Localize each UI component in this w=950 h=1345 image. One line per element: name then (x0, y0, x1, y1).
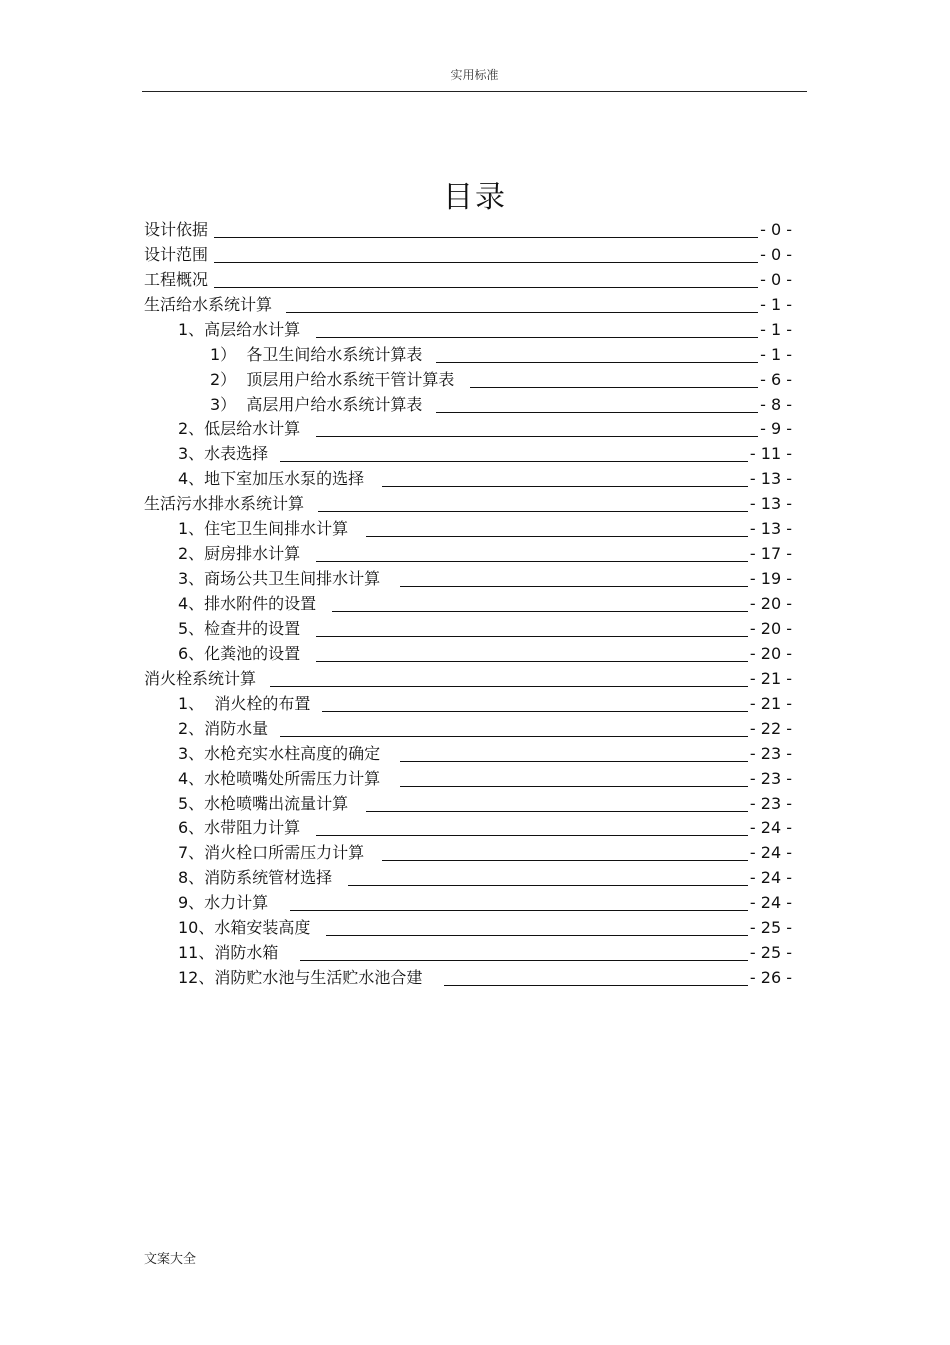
toc-entry[interactable] (144, 516, 792, 541)
toc-entry-label: 6、水带阻力计算 (178, 818, 301, 838)
toc-entry-label: 12、消防贮水池与生活贮水池合建 (178, 968, 423, 988)
toc-entry-page: - 20 - (749, 618, 792, 638)
toc-leader-line (280, 735, 748, 737)
toc-leader-line (436, 411, 758, 413)
toc-leader-line (270, 685, 748, 687)
toc-leader-line (290, 909, 748, 911)
toc-entry-label: 9、水力计算 (178, 893, 269, 913)
toc-entry[interactable] (144, 691, 792, 716)
toc-leader-line (214, 261, 758, 263)
toc-entry-label: 11、消防水箱 (178, 943, 279, 963)
page-header: 实用标准 (450, 68, 499, 82)
toc-entry-label: 7、消火栓口所需压力计算 (178, 843, 365, 863)
toc-entry[interactable] (144, 242, 792, 267)
toc-leader-line (382, 859, 748, 861)
toc-title: 目录 (443, 180, 507, 215)
toc-leader-line (332, 610, 748, 612)
toc-entry-page: - 0 - (760, 219, 792, 239)
toc-entry-label: 3、商场公共卫生间排水计算 (178, 569, 381, 589)
toc-entry-page: - 9 - (760, 419, 792, 439)
toc-leader-line (316, 435, 758, 437)
toc-entry-label: 1、 消火栓的布置 (178, 693, 311, 713)
toc-leader-line (400, 585, 748, 587)
toc-entry[interactable] (144, 666, 792, 691)
toc-entry[interactable] (144, 616, 792, 641)
toc-entry-label: 设计范围 (144, 244, 209, 264)
toc-leader-line (436, 361, 758, 363)
header-divider (142, 91, 807, 92)
toc-leader-line (316, 336, 758, 338)
toc-leader-line (326, 934, 748, 936)
toc-entry-label: 1、高层给水计算 (178, 319, 301, 339)
toc-entry[interactable] (144, 466, 792, 491)
toc-leader-line (470, 386, 758, 388)
toc-entry[interactable] (144, 491, 792, 516)
toc-entry[interactable] (144, 816, 792, 841)
toc-entry-label: 4、地下室加压水泵的选择 (178, 469, 365, 489)
toc-entry-label: 5、水枪喷嘴出流量计算 (178, 793, 349, 813)
toc-leader-line (316, 834, 748, 836)
toc-entry-label: 3） 高层用户给水系统计算表 (210, 394, 423, 414)
toc-entry-page: - 22 - (749, 718, 792, 738)
toc-entry[interactable] (144, 965, 792, 990)
toc-entry-page: - 13 - (749, 519, 792, 539)
toc-entry-page: - 24 - (749, 868, 792, 888)
toc-entry-label: 生活给水系统计算 (144, 294, 273, 314)
toc-leader-line (280, 460, 748, 462)
toc-entry[interactable] (144, 591, 792, 616)
toc-entry-page: - 25 - (749, 943, 792, 963)
toc-entry[interactable] (144, 641, 792, 666)
toc-leader-line (382, 485, 748, 487)
toc-entry-page: - 21 - (749, 693, 792, 713)
toc-entry[interactable] (144, 217, 792, 242)
toc-entry[interactable] (144, 766, 792, 791)
toc-entry-page: - 26 - (749, 968, 792, 988)
toc-entry[interactable] (144, 716, 792, 741)
toc-entry-label: 6、化粪池的设置 (178, 643, 301, 663)
toc-entry[interactable] (144, 417, 792, 442)
toc-entry-label: 5、检查井的设置 (178, 618, 301, 638)
toc-leader-line (214, 236, 758, 238)
toc-entry[interactable] (144, 890, 792, 915)
toc-leader-line (318, 510, 748, 512)
toc-leader-line (300, 959, 748, 961)
toc-entry-page: - 20 - (749, 643, 792, 663)
toc-entry[interactable] (144, 367, 792, 392)
toc-leader-line (366, 535, 748, 537)
toc-entry-page: - 1 - (760, 344, 792, 364)
toc-leader-line (214, 286, 758, 288)
toc-entry[interactable] (144, 292, 792, 317)
toc-leader-line (322, 710, 748, 712)
toc-entry-label: 1、住宅卫生间排水计算 (178, 519, 349, 539)
toc-entry-label: 2、厨房排水计算 (178, 544, 301, 564)
toc-entry-label: 工程概况 (144, 269, 209, 289)
toc-leader-line (400, 785, 748, 787)
toc-leader-line (286, 311, 758, 313)
toc-entry-page: - 1 - (760, 294, 792, 314)
toc-leader-line (348, 884, 748, 886)
toc-entry-page: - 20 - (749, 594, 792, 613)
toc-entry-page: - 17 - (749, 544, 792, 564)
toc-entry-page: - 24 - (749, 893, 792, 913)
toc-entry-page: - 25 - (749, 918, 792, 938)
toc-entry-label: 4、水枪喷嘴处所需压力计算 (178, 768, 381, 788)
toc-entry[interactable] (144, 915, 792, 940)
toc-entry-label: 1） 各卫生间给水系统计算表 (210, 344, 423, 364)
toc-entry-page: - 23 - (749, 793, 792, 813)
toc-entry-label: 3、水表选择 (178, 444, 269, 464)
toc-entry[interactable] (144, 342, 792, 367)
toc-entry[interactable] (144, 541, 792, 566)
toc-entry[interactable] (144, 566, 792, 591)
toc-entry-label: 2） 顶层用户给水系统干管计算表 (210, 369, 455, 389)
toc-entry-label: 生活污水排水系统计算 (144, 494, 305, 514)
toc-entry-label: 设计依据 (144, 219, 209, 239)
toc-entry-label: 2、低层给水计算 (178, 419, 301, 439)
toc-entry-page: - 0 - (760, 244, 792, 264)
toc-leader-line (316, 635, 748, 637)
toc-entry-page: - 6 - (760, 369, 792, 389)
toc-entry[interactable] (144, 940, 792, 965)
toc-entry-page: - 23 - (749, 768, 792, 788)
toc-entry-page: - 13 - (749, 494, 792, 514)
toc-entry-page: - 1 - (760, 319, 792, 339)
toc-entry[interactable] (144, 392, 792, 417)
table-of-contents (144, 217, 792, 990)
toc-entry-page: - 24 - (749, 843, 792, 863)
toc-entry-label: 8、消防系统管材选择 (178, 868, 333, 888)
page-footer: 文案大全 (144, 1252, 197, 1267)
toc-entry-page: - 0 - (760, 269, 792, 289)
toc-leader-line (400, 760, 748, 762)
toc-entry[interactable] (144, 741, 792, 766)
toc-leader-line (366, 810, 748, 812)
toc-entry-label: 4、排水附件的设置 (178, 594, 317, 613)
toc-entry[interactable] (144, 791, 792, 816)
toc-entry-page: - 23 - (749, 743, 792, 763)
toc-entry-page: - 8 - (760, 394, 792, 414)
toc-entry[interactable] (144, 865, 792, 890)
toc-entry-label: 10、水箱安装高度 (178, 918, 311, 938)
toc-entry[interactable] (144, 267, 792, 292)
toc-entry-label: 消火栓系统计算 (144, 668, 257, 688)
toc-entry[interactable] (144, 317, 792, 342)
toc-entry-label: 3、水枪充实水柱高度的确定 (178, 743, 381, 763)
toc-leader-line (444, 984, 748, 986)
toc-entry[interactable] (144, 840, 792, 865)
toc-entry[interactable] (144, 441, 792, 466)
toc-entry-page: - 13 - (749, 469, 792, 489)
toc-entry-page: - 21 - (749, 668, 792, 688)
toc-entry-page: - 24 - (749, 818, 792, 838)
toc-leader-line (316, 560, 748, 562)
toc-entry-label: 2、消防水量 (178, 718, 269, 738)
toc-entry-page: - 11 - (749, 444, 792, 464)
toc-entry-page: - 19 - (749, 569, 792, 589)
toc-leader-line (316, 660, 748, 662)
